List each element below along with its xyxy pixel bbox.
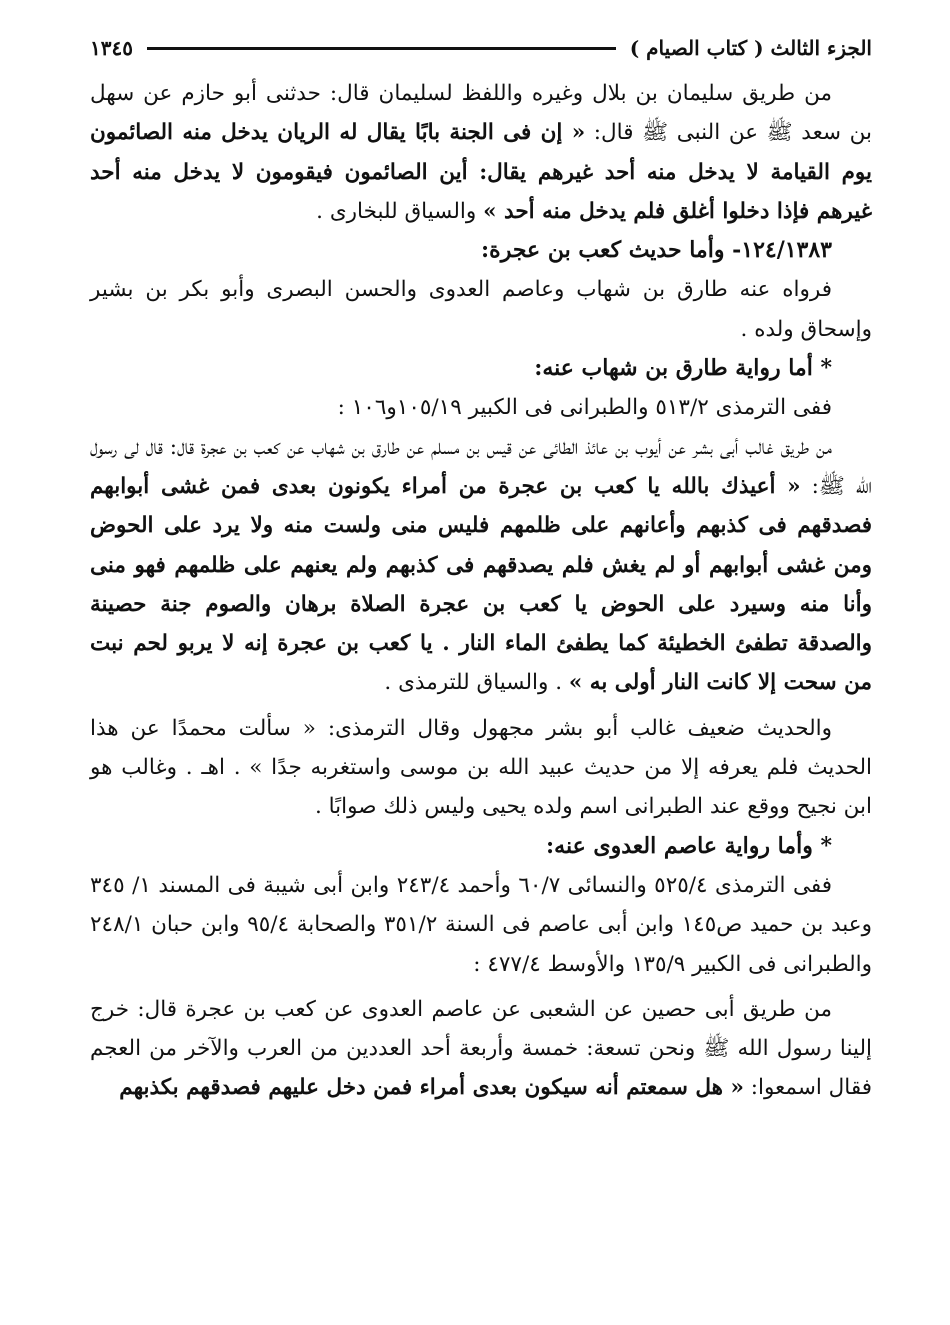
section-heading: * أما رواية طارق بن شهاب عنه: <box>534 355 832 382</box>
quoted-hadith-text: « أعيذك بالله يا كعب بن عجرة من أمراء يكونون بعدى فمن غشى أبوابهم فصدقهم فى كذبهم وأعانهم على ظلمهم فليس منى ولست منه ولا يرد على الحوض ومن غشى أبوابهم أو لم يغش فلم يصدقهم فى كذبهم ولم يعنهم على ظلمهم فهو منى وأنا منه وسيرد على الحوض يا كعب بن عجرة الصلاة برهان والصوم جنة حصينة والصدقة تطفئ الخطيئة كما يطفئ الماء النار . يا كعب بن عجرة إنه لا يربو لحم نبت من سحت إلا كانت النار أولى به » <box>90 473 872 696</box>
paragraph-text: والسياق للبخارى . <box>316 198 484 224</box>
paragraph-text: والحديث ضعيف غالب أبو بشر مجهول وقال الترمذى: « سألت محمدًا عن هذا الحديث فلم يعرفه إلا من حديث عبيد الله بن موسى واستغربه جدًا » . اهـ . وغالب هو ابن نجيح ووقع عند الطبرانى اسم ولده يحيى وليس ذلك صوابًا . <box>90 715 872 820</box>
quoted-hadith-text: « إن فى الجنة بابًا يقال له الريان يدخل منه الصائمون يوم القيامة لا يدخل منه أحد غيرهم يقال: أين الصائمون فيقومون لا يدخل منه أحد غيرهم فإذا دخلوا أغلق فلم يدخل منه أحد » <box>90 120 872 224</box>
paragraph <box>90 388 872 427</box>
paragraph-text: ففى الترمذى ٥١٣/٢ والطبرانى فى الكبير ١٠٥/١٩و١٠٦ : <box>337 395 832 421</box>
paragraph-text: من طريق سليمان بن بلال وغيره واللفظ لسليمان قال: حدثنى أبو حازم عن سهل بن سعد ﷺ عن النبى ﷺ قال: <box>90 81 872 146</box>
paragraph-text: ففى الترمذى ٥٢٥/٤ والنسائى ٦٠/٧ وأحمد ٢٤٣/٤ وابن أبى شيبة فى المسند ١/ ٣٤٥ وعبد بن حميد ص١٤٥ وابن أبى عاصم فى السنة ٣٥١/٢ والصحابة ٩٥/٤ وابن حبان ٢٤٨/١ والطبرانى فى الكبير ١٣٥/٩ والأوسط ٤٧٧/٤ : <box>90 872 872 977</box>
running-title: الجزء الثالث ( كتاب الصيام ) <box>629 36 872 60</box>
page-number: ١٣٤٥ <box>90 36 133 60</box>
header-rule <box>147 47 616 50</box>
paragraph <box>90 270 872 349</box>
paragraph-text: فرواه عنه طارق بن شهاب وعاصم العدوى والحسن البصرى وأبو بكر بن بشير وإسحاق ولده . <box>90 277 872 342</box>
paragraph <box>90 428 872 703</box>
paragraph <box>90 709 872 827</box>
paragraph <box>90 990 872 1108</box>
quoted-hadith-text: « هل سمعتم أنه سيكون بعدى أمراء فمن دخل عليهم فصدقهم بكذبهم <box>119 1075 744 1101</box>
section-heading: * وأما رواية عاصم العدوى عنه: <box>546 832 832 859</box>
page-body <box>90 74 872 1108</box>
paragraph-text: من طريق غالب أبى بشر عن أيوب بن عائذ الطائى عن قيس بن مسلم عن طارق بن شهاب عن كعب بن عجرة قال: قال لى رسول الله ﷺ: <box>90 434 872 499</box>
paragraph-text: من طريق أبى حصين عن الشعبى عن عاصم العدوى عن كعب بن عجرة قال: خرج إلينا رسول الله ﷺ ونحن تسعة: خمسة وأربعة أحد العددين من العرب والآخر من العجم فقال اسمعوا: <box>90 996 872 1101</box>
paragraph <box>90 866 872 984</box>
paragraph-text: . والسياق للترمذى . <box>384 670 569 696</box>
paragraph <box>90 74 872 231</box>
page-header <box>90 30 872 66</box>
section-heading: ١٢٤/١٣٨٣- وأما حديث كعب بن عجرة: <box>481 237 832 264</box>
